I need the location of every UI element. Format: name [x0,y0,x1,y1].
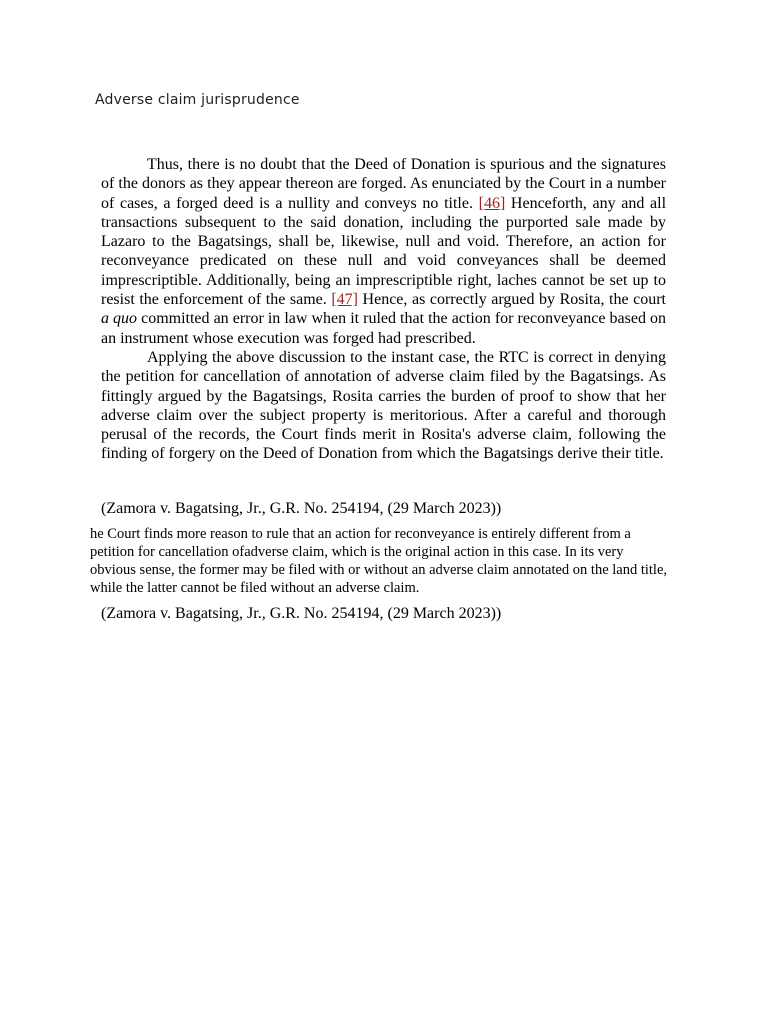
paragraph-1-text-c: Hence, as correctly argued by Rosita, the court [358,291,667,309]
quote-block-1 [101,155,666,464]
citation-2: (Zamora v. Bagatsing, Jr., G.R. No. 254194, (29 March 2023)) [101,605,502,622]
paragraph-1-text-b: Henceforth, any and all transactions subsequent to the said donation, including the purported sale made by Lazaro to the Bagatsings, shall be, likewise, null and void. Therefore, an action for reconveyance predicated on these null and void conveyances shall be deemed imprescriptible. Additionally, being an imprescriptible right, laches cannot be set up to resist the enforcement of the same. [101,194,667,309]
footnote-46-link[interactable]: [46] [478,194,506,212]
paragraph-1-text-a: Thus, there is no doubt that the Deed of Donation is spurious and the signatures of the donors as they appear thereon are forged. As enunciated by the Court in a number of cases, a forged deed is a nullity and conveys no title. [101,156,666,212]
latin-phrase: a quo [101,310,138,328]
footnote-47-link[interactable]: [47] [331,291,358,309]
quote-paragraph-2: Applying the above discussion to the instant case, the RTC is correct in denying the petition for cancellation of annotation of adverse claim filed by the Bagatsings. As fittingly argued by the Bagatsings, Rosita carries the burden of proof to show that her adverse claim over the subject property is meritorious. After a careful and thorough perusal of the records, the Court finds merit in Rosita's adverse claim, following the finding of forgery on the Deed of Donation from which the Bagatsings derive their title. [101,348,666,463]
citation-1: (Zamora v. Bagatsing, Jr., G.R. No. 254194, (29 March 2023)) [101,500,502,517]
paragraph-1-text-d: committed an error in law when it ruled that the action for reconveyance based on an instrument whose execution was forged had prescribed. [101,310,666,347]
document-title: Adverse claim jurisprudence [95,92,300,108]
quote-paragraph-1 [101,155,666,348]
quote-paragraph-3: he Court finds more reason to rule that an action for reconveyance is entirely different from a petition for cancellation ofadverse claim, which is the original action in this case. In its very obvious sense, the former may be filed with or without an adverse claim annotated on the land title, while the latter cannot be filed without an adverse claim. [90,526,668,596]
